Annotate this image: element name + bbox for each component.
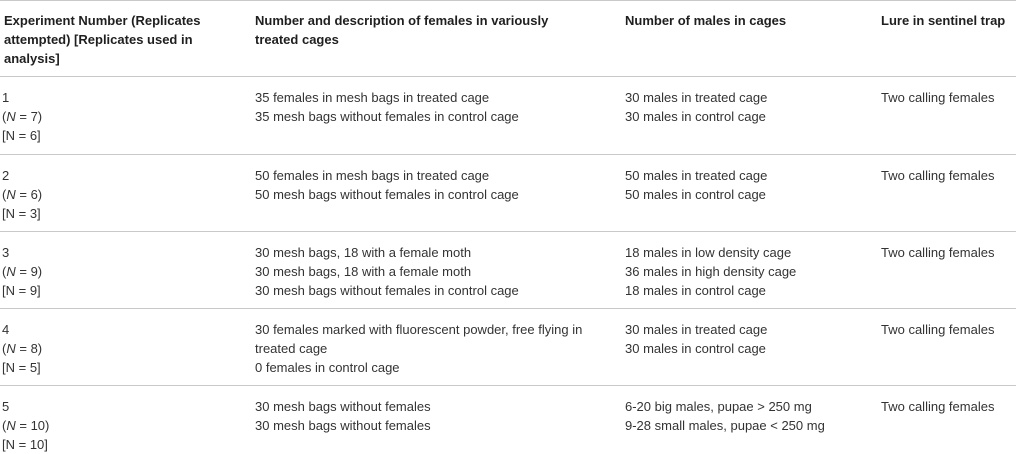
males-cell xyxy=(621,386,877,454)
males-line: 9-28 small males, pupae < 250 mg xyxy=(625,416,877,435)
females-line: 30 mesh bags, 18 with a female moth xyxy=(255,243,621,262)
lure-cell: Two calling females xyxy=(877,232,1016,309)
table-row xyxy=(0,232,1016,309)
females-line: treated cage xyxy=(255,339,621,358)
replicates-attempted-value: 7 xyxy=(31,109,38,124)
table-body xyxy=(0,77,1016,454)
males-line: 18 males in control cage xyxy=(625,281,877,300)
replicates-used: [N = 10] xyxy=(2,435,251,454)
header-lure: Lure in sentinel trap xyxy=(877,1,1016,77)
males-cell xyxy=(621,309,877,386)
females-line: 30 mesh bags, 18 with a female moth xyxy=(255,262,621,281)
replicates-used: [N = 3] xyxy=(2,204,251,223)
females-line: 30 mesh bags without females in control cage xyxy=(255,281,621,300)
experiment-number: 1 xyxy=(2,88,251,107)
replicates-attempted: (N = 9) xyxy=(2,262,251,281)
males-line: 50 males in treated cage xyxy=(625,166,877,185)
experiment-cell xyxy=(0,77,251,155)
lure-cell: Two calling females xyxy=(877,309,1016,386)
header-females: Number and description of females in variously treated cages xyxy=(251,1,621,77)
replicates-attempted-value: 8 xyxy=(31,341,38,356)
females-line: 30 mesh bags without females xyxy=(255,397,621,416)
females-cell xyxy=(251,77,621,155)
males-line: 18 males in low density cage xyxy=(625,243,877,262)
header-experiment: Experiment Number (Replicates attempted) [Replicates used in analysis] xyxy=(0,1,251,77)
table-row xyxy=(0,386,1016,454)
experiment-cell xyxy=(0,232,251,309)
females-line: 30 females marked with fluorescent powder, free flying in xyxy=(255,320,621,339)
experiment-cell xyxy=(0,386,251,454)
replicates-attempted: (N = 7) xyxy=(2,107,251,126)
females-cell xyxy=(251,386,621,454)
table-row xyxy=(0,309,1016,386)
females-line: 35 mesh bags without females in control cage xyxy=(255,107,621,126)
experiment-number: 4 xyxy=(2,320,251,339)
females-line: 0 females in control cage xyxy=(255,358,621,377)
experiment-number: 3 xyxy=(2,243,251,262)
replicates-attempted-value: 6 xyxy=(31,187,38,202)
females-line: 50 mesh bags without females in control cage xyxy=(255,185,621,204)
experiment-cell xyxy=(0,155,251,232)
table-row xyxy=(0,155,1016,232)
table-row xyxy=(0,77,1016,155)
experiment-cell xyxy=(0,309,251,386)
experiment-number: 2 xyxy=(2,166,251,185)
males-line: 30 males in control cage xyxy=(625,339,877,358)
males-line: 36 males in high density cage xyxy=(625,262,877,281)
males-line: 30 males in control cage xyxy=(625,107,877,126)
lure-cell: Two calling females xyxy=(877,386,1016,454)
replicates-attempted-value: 10 xyxy=(31,418,45,433)
females-cell xyxy=(251,309,621,386)
females-line: 35 females in mesh bags in treated cage xyxy=(255,88,621,107)
females-cell xyxy=(251,155,621,232)
experiment-number: 5 xyxy=(2,397,251,416)
males-cell xyxy=(621,232,877,309)
replicates-used: [N = 5] xyxy=(2,358,251,377)
males-cell xyxy=(621,155,877,232)
replicates-attempted: (N = 8) xyxy=(2,339,251,358)
header-males: Number of males in cages xyxy=(621,1,877,77)
males-line: 30 males in treated cage xyxy=(625,320,877,339)
replicates-used: [N = 9] xyxy=(2,281,251,300)
replicates-attempted: (N = 6) xyxy=(2,185,251,204)
header-row xyxy=(0,1,1016,77)
replicates-attempted: (N = 10) xyxy=(2,416,251,435)
table-header xyxy=(0,1,1016,77)
males-line: 6-20 big males, pupae > 250 mg xyxy=(625,397,877,416)
males-line: 30 males in treated cage xyxy=(625,88,877,107)
males-cell xyxy=(621,77,877,155)
replicates-attempted-value: 9 xyxy=(31,264,38,279)
lure-cell: Two calling females xyxy=(877,155,1016,232)
females-cell xyxy=(251,232,621,309)
lure-cell: Two calling females xyxy=(877,77,1016,155)
males-line: 50 males in control cage xyxy=(625,185,877,204)
females-line: 50 females in mesh bags in treated cage xyxy=(255,166,621,185)
replicates-used: [N = 6] xyxy=(2,126,251,145)
females-line: 30 mesh bags without females xyxy=(255,416,621,435)
